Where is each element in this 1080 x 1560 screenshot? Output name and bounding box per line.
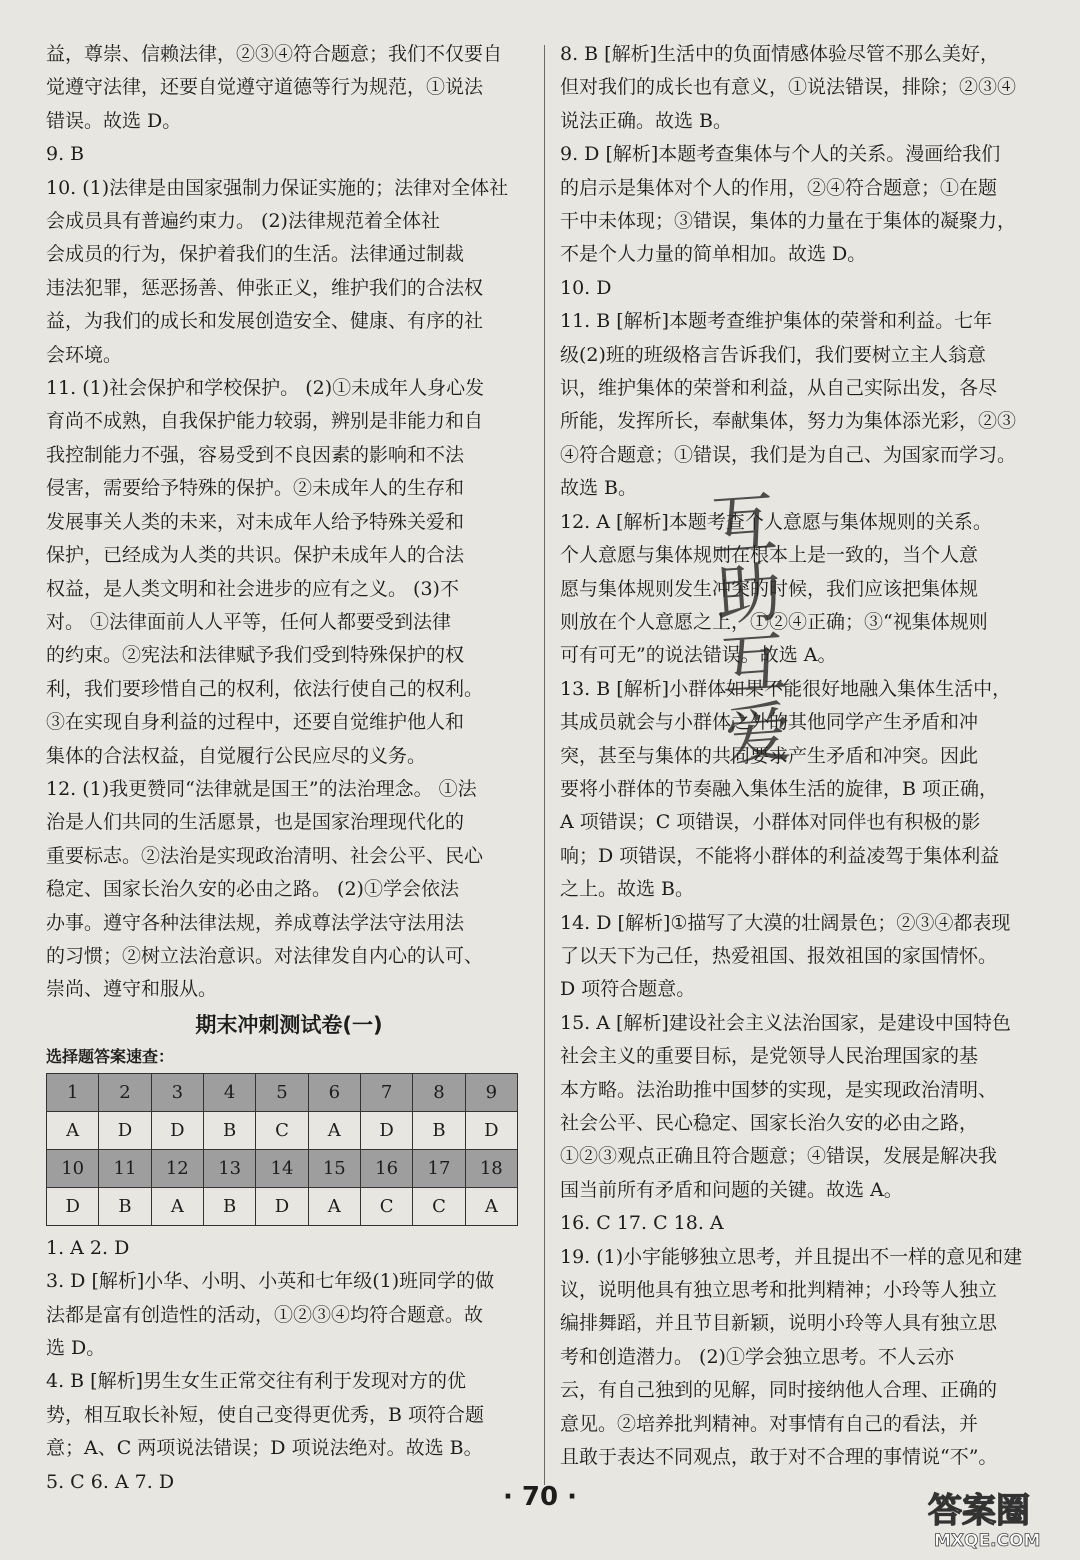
answer-line: 崇尚、遵守和服从。: [46, 978, 218, 1001]
answer-line: 法都是富有创造性的活动，①②③④均符合题意。故: [46, 1303, 484, 1326]
quick-answer-label: 选择题答案速查：: [46, 1046, 175, 1066]
answer-line: 12. (1)我更赞同“法律就是国王”的法治理念。 ①法: [46, 777, 477, 800]
answer-table-cell: 5: [256, 1073, 308, 1111]
answer-item: [560, 38, 1042, 138]
answer-item: [46, 372, 532, 773]
answer-table-cell: 17: [413, 1149, 465, 1187]
answer-table-cell: D: [360, 1111, 412, 1149]
answer-table-cell: D: [256, 1187, 308, 1225]
answer-line: 8. B [解析]生活中的负面情感体验尽管不那么美好，: [560, 43, 999, 65]
watermark-logo: [924, 1486, 1074, 1552]
answer-line: 觉遵守法律，还要自觉遵守道德等行为规范，①说法: [46, 76, 484, 99]
handwritten-annotation: [708, 483, 847, 775]
answer-item: [46, 172, 532, 372]
answer-line: 所能，发挥所长，奉献集体，努力为集体添光彩，②③: [560, 410, 1017, 433]
answer-table-cell: B: [203, 1111, 255, 1149]
answer-line: 个人意愿与集体规则在根本上是一致的，当个人意: [560, 544, 979, 567]
answer-line: 的启示是集体对个人的作用，②④符合题意；①在题: [560, 176, 998, 199]
answer-line: 势，相互取长补短，使自己变得更优秀，B 项符合题: [46, 1403, 485, 1426]
answer-line: 对。 ①法律面前人人平等，任何人都要受到法律: [46, 610, 452, 633]
answer-line: 16. C 17. C 18. A: [560, 1212, 724, 1235]
answer-line: 错误。故选 D。: [46, 109, 182, 132]
answer-item: [46, 773, 532, 1007]
answer-table-cell: 9: [465, 1073, 517, 1111]
answer-item: [560, 272, 1042, 305]
answer-line: 权益，是人类文明和社会进步的应有之义。 (3)不: [46, 577, 459, 600]
answer-line: 不是个人力量的简单相加。故选 D。: [560, 243, 867, 266]
answer-line: 故选 B。: [560, 477, 638, 500]
answer-line: 了以天下为己任，热爱祖国、报效祖国的家国情怀。: [560, 944, 998, 967]
answer-line: 可有可无”的说法错误。故选 A。: [560, 644, 837, 667]
answer-table-cell: D: [99, 1111, 151, 1149]
answer-line: 发展事关人类的未来，对未成年人给予特殊关爱和: [46, 510, 465, 533]
answer-line: 重要标志。②法治是实现政治清明、社会公平、民心: [46, 844, 484, 867]
answer-line: 的习惯；②树立法治意识。对法律发自内心的认可、: [46, 944, 484, 967]
answer-line: 社会主义的重要目标，是党领导人民治理国家的基: [560, 1045, 979, 1068]
watermark-url: MXQE.COM: [934, 1531, 1041, 1551]
handwritten-char: 互: [717, 623, 790, 706]
answer-line: 育尚不成熟，自我保护能力较弱，辨别是非能力和自: [46, 410, 484, 433]
answer-line: 利，我们要珍惜自己的权利，依法行使自己的权利。: [46, 677, 484, 700]
answer-line: 意见。②培养批判精神。对事情有自己的看法，并: [560, 1412, 979, 1435]
answer-line: 级(2)班的班级格言告诉我们，我们要树立主人翁意: [560, 343, 986, 366]
answer-line: 益，尊崇、信赖法律，②③④符合题意；我们不仅要自: [46, 43, 503, 65]
answer-table-cell: 10: [47, 1149, 99, 1187]
answer-table-cell: A: [47, 1111, 99, 1149]
answer-table-cell: C: [360, 1187, 412, 1225]
answer-table-cell: 6: [308, 1073, 360, 1111]
answer-line: 意；A、C 两项说法错误；D 项说法绝对。故选 B。: [46, 1437, 483, 1460]
answer-table-cell: 13: [203, 1149, 255, 1187]
answer-table-cell: B: [99, 1187, 151, 1225]
answer-line: 愿与集体规则发生冲突的时候，我们应该把集体规: [560, 577, 979, 600]
answer-line: ①②③观点正确且符合题意；④错误，发展是解决我: [560, 1145, 998, 1168]
answer-line: 会成员的行为，保护着我们的生活。法律通过制裁: [46, 243, 465, 266]
answer-table-number-row: [47, 1149, 518, 1187]
answer-line: 会成员具有普遍约束力。 (2)法律规范着全体社: [46, 210, 440, 233]
answer-line: 其成员就会与小群体之外的其他同学产生矛盾和冲: [560, 711, 979, 734]
section-title: 期末冲刺测试卷(一): [195, 1012, 383, 1037]
answer-table-cell: A: [151, 1187, 203, 1225]
answer-line: 考和创造潜力。 (2)①学会独立思考。不人云亦: [560, 1345, 954, 1368]
answer-line: 10. (1)法律是由国家强制力保证实施的；法律对全体社: [46, 176, 509, 199]
answer-item: [560, 138, 1042, 272]
answer-item: [560, 1207, 1042, 1240]
answer-line: A 项错误；C 项错误，小群体对同伴也有积极的影: [560, 811, 981, 834]
handwritten-char: 互: [708, 483, 780, 566]
answer-line: 云，有自己独到的见解，同时接纳他人合理、正确的: [560, 1379, 998, 1402]
answer-table-answer-row: [47, 1111, 518, 1149]
answer-line: 干中未体现；③错误，集体的力量在于集体的凝聚力，: [560, 210, 1017, 233]
page-number: · 70 ·: [502, 1482, 578, 1512]
answer-item: [46, 1265, 532, 1365]
answer-table-cell: A: [308, 1187, 360, 1225]
answer-line: 15. A [解析]建设社会主义法治国家，是建设中国特色: [560, 1011, 1011, 1034]
answer-item: [46, 38, 532, 138]
column-divider: [544, 45, 545, 1485]
answer-table-cell: A: [465, 1187, 517, 1225]
answer-line: 10. D: [560, 276, 612, 299]
answer-line: 办事。遵守各种法律法规，养成尊法学法守法用法: [46, 911, 465, 934]
answer-table-cell: 1: [47, 1073, 99, 1111]
answer-line: ④符合题意；①错误，我们是为自己、为国家而学习。: [560, 443, 1017, 466]
answer-line: D 项符合题意。: [560, 978, 696, 1001]
answer-line: 11. B [解析]本题考查维护集体的荣誉和利益。七年: [560, 310, 993, 333]
answer-item: [560, 305, 1042, 505]
answer-item: [46, 1365, 532, 1465]
answer-table-cell: C: [413, 1187, 465, 1225]
answer-table-cell: 4: [203, 1073, 255, 1111]
answer-line: 会环境。: [46, 343, 123, 366]
answer-line: 且敢于表达不同观点，敢于对不合理的事情说“不”。: [560, 1446, 998, 1469]
answer-table-cell: 8: [413, 1073, 465, 1111]
answer-line: 识，维护集体的荣誉和利益，从自己实际出发，各尽: [560, 377, 998, 400]
answer-line: 14. D [解析]①描写了大漠的壮阔景色；②③④都表现: [560, 911, 1011, 934]
answer-line: 集体的合法权益，自觉履行公民应尽的义务。: [46, 744, 427, 767]
answer-line: 但对我们的成长也有意义，①说法错误，排除；②③④: [560, 76, 1017, 99]
answer-table-cell: 12: [151, 1149, 203, 1187]
answer-table-number-row: [47, 1073, 518, 1111]
answer-table-cell: 14: [256, 1149, 308, 1187]
answer-table-cell: A: [308, 1111, 360, 1149]
answer-item: [560, 1007, 1042, 1207]
answer-line: 保护，已经成为人类的共识。保护未成年人的合法: [46, 544, 465, 567]
answer-line: 选 D。: [46, 1337, 106, 1359]
answer-line: 突，甚至与集体的共同要求产生矛盾和冲突。因此: [560, 744, 979, 767]
answer-table-cell: D: [465, 1111, 517, 1149]
answer-line: 19. (1)小宇能够独立思考，并且提出不一样的意见和建: [560, 1245, 1023, 1268]
answer-table-cell: 7: [360, 1073, 412, 1111]
answer-table-cell: D: [47, 1187, 99, 1225]
answer-line: ③在实现自身利益的过程中，还要自觉维护他人和: [46, 711, 465, 734]
answer-table-cell: 3: [151, 1073, 203, 1111]
answer-line: 响；D 项错误，不能将小群体的利益凌驾于集体利益: [560, 844, 1000, 867]
answer-table-cell: 18: [465, 1149, 517, 1187]
answer-table-cell: B: [203, 1187, 255, 1225]
answer-line: 说法正确。故选 B。: [560, 109, 733, 132]
answer-table-cell: 15: [308, 1149, 360, 1187]
answer-line: 9. B: [46, 143, 85, 166]
answer-line: 益，为我们的成长和发展创造安全、健康、有序的社: [46, 310, 484, 333]
answer-line: 3. D [解析]小华、小明、小英和七年级(1)班同学的做: [46, 1270, 495, 1293]
answer-line: 社会公平、民心稳定、国家长治久安的必由之路，: [560, 1112, 979, 1134]
answer-line: 11. (1)社会保护和学校保护。 (2)①未成年人身心发: [46, 377, 485, 400]
answer-item: [560, 907, 1042, 1007]
answer-table-cell: 2: [99, 1073, 151, 1111]
answer-table-cell: C: [256, 1111, 308, 1149]
answer-line: 1. A 2. D: [46, 1236, 130, 1259]
answer-line: 12. A [解析]本题考查个人意愿与集体规则的关系。: [560, 510, 992, 533]
answer-item: [46, 1232, 532, 1265]
answer-table-cell: B: [413, 1111, 465, 1149]
left-answers-before-title: [46, 38, 532, 1007]
answer-line: 我控制能力不强，容易受到不良因素的影响和不法: [46, 443, 465, 466]
answer-line: 侵害，需要给予特殊的保护。②未成年人的生存和: [46, 477, 465, 500]
answer-line: 则放在个人意愿之上，①②④正确；③“视集体规则: [560, 610, 988, 633]
handwritten-char: 助: [712, 553, 785, 636]
answer-item: [46, 138, 532, 171]
handwritten-char: 爱: [722, 693, 794, 775]
answer-line: 国当前所有矛盾和问题的关键。故选 A。: [560, 1178, 903, 1201]
left-answers-after-table: [46, 1232, 532, 1499]
answer-table: [46, 1073, 518, 1226]
answer-line: 13. B [解析]小群体如果不能很好地融入集体生活中，: [560, 677, 1012, 700]
answer-table-answer-row: [47, 1187, 518, 1225]
answer-line: 编排舞蹈，并且节目新颖，说明小玲等人具有独立思: [560, 1312, 998, 1335]
answer-line: 的约束。②宪法和法律赋予我们受到特殊保护的权: [46, 644, 465, 667]
answer-table-cell: 16: [360, 1149, 412, 1187]
answer-line: 9. D [解析]本题考查集体与个人的关系。漫画给我们: [560, 143, 1001, 166]
answer-line: 要将小群体的节奏融入集体生活的旋律，B 项正确，: [560, 777, 999, 800]
answer-line: 稳定、国家长治久安的必由之路。 (2)①学会依法: [46, 878, 459, 901]
answer-line: 治是人们共同的生活愿景，也是国家治理现代化的: [46, 811, 465, 834]
answer-line: 违法犯罪，惩恶扬善、伸张正义，维护我们的合法权: [46, 276, 484, 299]
answer-line: 之上。故选 B。: [560, 878, 695, 901]
answer-table-cell: D: [151, 1111, 203, 1149]
answer-line: 5. C 6. A 7. D: [46, 1470, 175, 1493]
left-column: [46, 38, 532, 1499]
answer-line: 议，说明他具有独立思考和批判精神；小玲等人独立: [560, 1279, 998, 1302]
answer-table-cell: 11: [99, 1149, 151, 1187]
answer-line: 本方略。法治助推中国梦的实现，是实现政治清明、: [560, 1078, 998, 1101]
answer-item: [560, 1241, 1042, 1475]
watermark-title: 答案圈: [928, 1491, 1030, 1531]
answer-line: 4. B [解析]男生女生正常交往有利于发现对方的优: [46, 1370, 466, 1393]
